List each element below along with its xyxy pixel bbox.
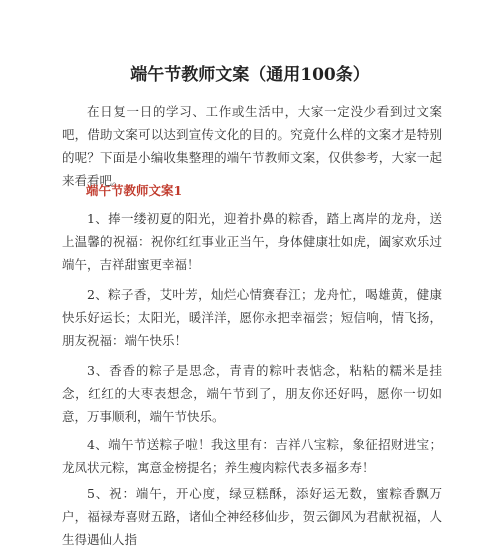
document-title: 端午节教师文案（通用100条） [130, 65, 370, 85]
list-item: 2、粽子香，艾叶芳，灿烂心情赛春江；龙舟忙，喝雄黄，健康快乐好运长；太阳光，暖洋洋，愿你永把幸福尝；短信响，情飞扬，朋友祝福：端午快乐！ [62, 287, 442, 348]
list-item: 1、捧一缕初夏的阳光，迎着扑鼻的粽香，踏上离岸的龙舟，送上温馨的祝福：祝你红红事业正当午，身体健康壮如虎，阖家欢乐过端午，吉祥甜蜜更幸福！ [62, 211, 442, 272]
list-item: 4、端午节送粽子啦！我这里有：吉祥八宝粽，象征招财进宝；龙凤状元粽，寓意金榜提名；养生瘦肉粽代表多福多寿！ [62, 437, 442, 475]
intro-paragraph: 在日复一日的学习、工作或生活中，大家一定没少看到过文案吧，借助文案可以达到宣传文化的目的。究竟什么样的文案才是特别的呢？下面是小编收集整理的端午节教师文案，仅供参考，大家一起来看看吧。 [62, 104, 442, 188]
section-heading: 端午节教师文案1 [86, 183, 183, 198]
list-item: 5、祝：端午，开心度，绿豆糕酥，添好运无数，蜜粽香飘万户，福禄寿喜财五路，诸仙仝神经移仙步，贺云御风为君献祝福，人生得遇仙人指 [62, 486, 442, 547]
list-item: 3、香香的粽子是思念，青青的粽叶表惦念，粘粘的糯米是挂念，红红的大枣表想念，端午节到了，朋友你还好吗，愿你一切如意，万事顺利，端午节快乐。 [62, 363, 442, 424]
